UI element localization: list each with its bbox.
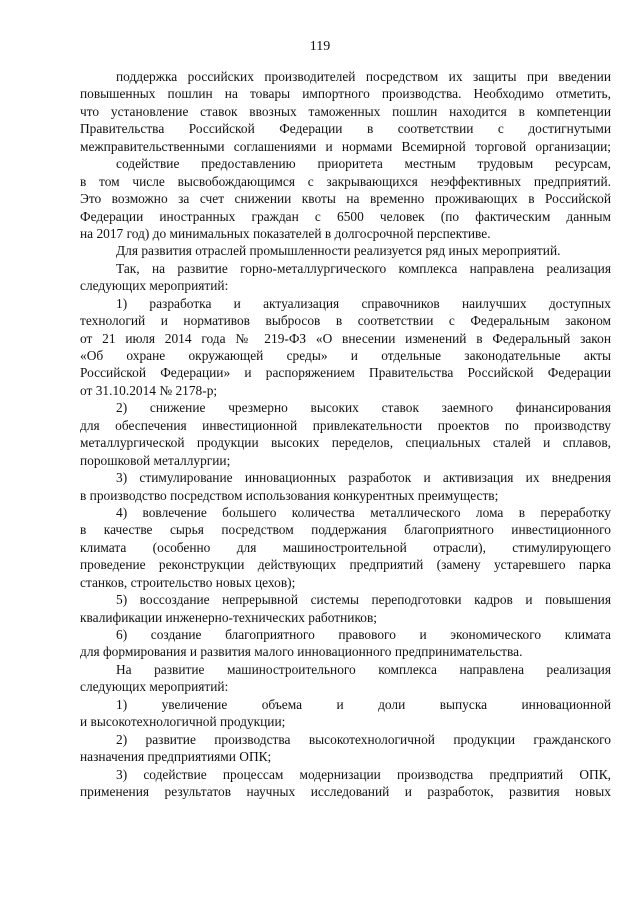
text-line: порошковой металлургии; (80, 452, 231, 468)
text-line: что установление ставок ввозных таможенных пошлин находится в компетенции (80, 103, 611, 119)
text-line: в производство посредством использования конкурентных преимуществ; (80, 487, 499, 503)
text-line: Российской Федерации» и распоряжением Правительства Российской Федерации (80, 365, 611, 381)
text-line: квалификации инженерно-технических работников; (80, 609, 378, 625)
text-line: Федерации иностранных граждан с 6500 человек (по фактическим данным (80, 208, 611, 224)
text-line: на 2017 год) до минимальных показателей в долгосрочной перспективе. (80, 225, 491, 241)
text-line: межправительственными соглашениями и нормами Всемирной торговой организации; (80, 138, 611, 154)
text-line: Для развития отраслей промышленности реализуется ряд иных мероприятий. (116, 243, 561, 259)
text-line: Правительства Российской Федерации в соответствии с достигнутыми (80, 121, 611, 137)
text-line: станков, строительство новых цехов); (80, 574, 296, 590)
text-line: применения результатов научных исследований и разработок, развития новых (80, 783, 611, 799)
text-line: от 31.10.2014 № 2178-р; (80, 382, 218, 398)
text-line: 5) воссоздание непрерывной системы переподготовки кадров и повышения (116, 592, 611, 608)
text-line: в качестве сырья посредством поддержания благоприятного инвестиционного (80, 522, 611, 538)
text-line: следующих мероприятий: (80, 278, 229, 294)
text-line: проведение реконструкции действующих предприятий (замену устаревшего парка (80, 557, 611, 573)
text-line: содействие предоставлению приоритета местным трудовым ресурсам, (116, 156, 611, 172)
text-line: климата (особенно для машиностроительной отрасли), стимулирующего (80, 539, 611, 555)
text-line: от 21 июля 2014 года № 219-ФЗ «О внесении изменений в Федеральный закон (80, 330, 611, 346)
text-line: 2) снижение чрезмерно высоких ставок заемного финансирования (116, 400, 611, 416)
text-line: 4) вовлечение большего количества металлического лома в переработку (116, 504, 611, 520)
text-line: 2) развитие производства высокотехнологичной продукции гражданского (116, 731, 611, 747)
text-line: технологий и нормативов выбросов в соответствии с Федеральным законом (80, 313, 611, 329)
text-line: На развитие машиностроительного комплекса направлена реализация (116, 661, 611, 677)
text-line: 3) содействие процессам модернизации производства предприятий ОПК, (116, 766, 611, 782)
text-line: следующих мероприятий: (80, 679, 229, 695)
text-line: 6) создание благоприятного правового и экономического климата (116, 627, 611, 642)
text-line: 3) стимулирование инновационных разработок и активизация их внедрения (116, 470, 611, 486)
body-text (80, 68, 611, 800)
text-line: в том числе высвобождающимся с закрывающихся неэффективных предприятий. (80, 173, 611, 189)
text-line: назначения предприятиями ОПК; (80, 749, 272, 765)
text-line: «Об охране окружающей среды» и отдельные законодательные акты (80, 348, 611, 363)
page-number: 119 (309, 39, 331, 54)
text-line: металлургической продукции высоких переделов, специальных сталей и сплавов, (80, 435, 611, 451)
text-line: 1) разработка и актуализация справочников наилучших доступных (116, 295, 611, 311)
text-line: и высокотехнологичной продукции; (80, 714, 286, 730)
text-line: 1) увеличение объема и доли выпуска инновационной (116, 696, 611, 712)
text-line: Это возможно за счет снижении квоты на временно проживающих в Российской (80, 191, 611, 207)
text-line: для обеспечения инвестиционной привлекательности проектов по производству (80, 417, 611, 433)
text-line: повышенных пошлин на товары импортного производства. Необходимо отметить, (80, 86, 611, 102)
text-line: поддержка российских производителей посредством их защиты при введении (116, 69, 611, 84)
text-line: для формирования и развития малого инновационного предпринимательства. (80, 644, 523, 660)
text-line: Так, на развитие горно-металлургического комплекса направлена реализация (116, 260, 611, 276)
